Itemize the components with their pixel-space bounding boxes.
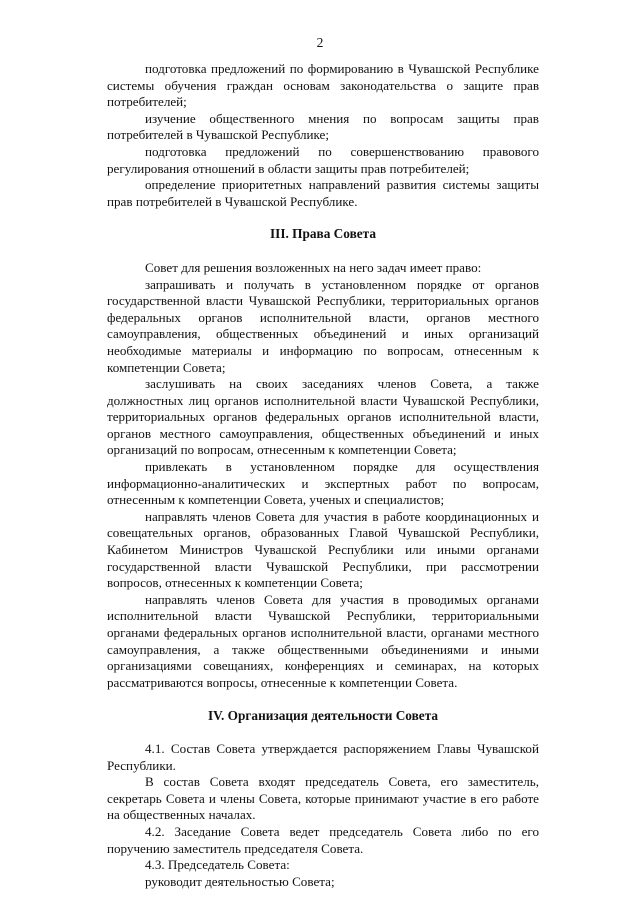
paragraph: руководит деятельностью Совета; [145, 873, 335, 889]
paragraph: определение приоритетных направлений развития системы защиты прав потребителей в Чувашской Республике. [107, 177, 539, 209]
paragraph: 4.1. Состав Совета утверждается распоряжением Главы Чувашской Республики. [107, 740, 539, 773]
paragraph: 4.2. Заседание Совета ведет председатель Совета либо по его поручению заместитель председателя Совета. [107, 823, 539, 856]
paragraph: привлекать в установленном порядке для осуществления информационно-аналитических и экспертных работ по вопросам, отнесенным к компетенции Совета, ученых и специалистов; [107, 459, 539, 508]
page-number: 2 [316, 35, 324, 50]
paragraph: Совет для решения возложенных на него задач имеет право: [145, 259, 482, 275]
paragraph: подготовка предложений по формированию в Чувашской Республике системы обучения граждан основам законодательства о защите прав потребителей; [107, 61, 539, 110]
section-heading-rights: III. Права Совета [269, 226, 377, 242]
paragraph: 4.3. Председатель Совета: [145, 857, 290, 873]
paragraph: заслушивать на своих заседаниях членов Совета, а также должностных лиц органов исполнительной власти Чувашской Республики, территориальных органов федеральных органов исполнительной власти, органов местного самоуправления, общественных объединений и иных организаций по вопросам, отнесенным к компетенции Совета; [107, 376, 539, 458]
section-heading-organization: IV. Организация деятельности Совета [207, 708, 439, 724]
paragraph: изучение общественного мнения по вопросам защиты прав потребителей в Чувашской Республике; [107, 110, 539, 143]
paragraph: запрашивать и получать в установленном порядке от органов государственной власти Чувашской Республики, территориальных органов федеральных органов исполнительной власти, органов местного самоуправления, общественных объединений и иных организаций необходимые материалы и информацию по вопросам, отнесенным к компетенции Совета; [107, 276, 539, 375]
paragraph: направлять членов Совета для участия в работе координационных и совещательных органов, образованных Главой Чувашской Республики, Кабинетом Министров Чувашской Республики или иными органами государственной власти Чувашской Республики, при рассмотрении вопросов, отнесенных к компетенции Совета; [107, 508, 539, 591]
paragraph: В состав Совета входят председатель Совета, его заместитель, секретарь Совета и члены Совета, которые принимают участие в его работе на общественных началах. [107, 774, 539, 823]
paragraph: направлять членов Совета для участия в проводимых органами исполнительной власти Чувашской Республики, территориальными органами федеральных органов исполнительной власти, органами местного самоуправления, а также общественными объединениями и иными организациями совещаниях, конференциях и семинарах, на которых рассматриваются вопросы, отнесенные к компетенции Совета. [107, 591, 539, 690]
document-body [107, 61, 539, 890]
paragraph: подготовка предложений по совершенствованию правового регулирования отношений в области защиты прав потребителей; [107, 143, 539, 176]
